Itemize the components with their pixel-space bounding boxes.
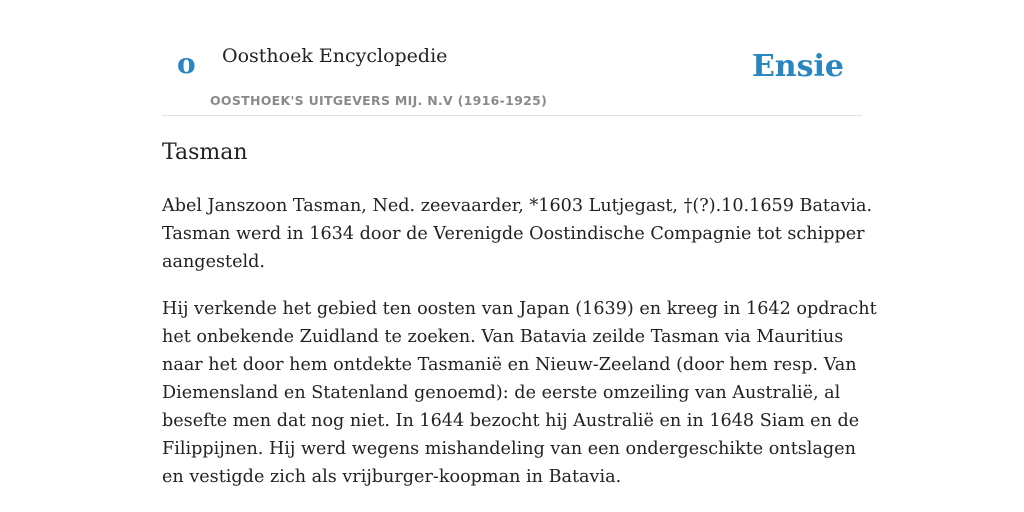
ensie-brand-link[interactable]: Ensie — [751, 49, 844, 84]
article-title: Tasman — [162, 140, 248, 165]
article-paragraph: Hij verkende het gebied ten oosten van Japan (1639) en kreeg in 1642 opdracht het onbekende Zuidland te zoeken. Van Batavia zeilde Tasman via Mauritius naar het door hem ontdekte Tasmanië en Nieuw-Zeeland (door hem resp. Van Diemensland en Statenland genoemd): de eerste omzeiling van Australië, al besefte men dat nog niet. In 1644 bezocht hij Australië en in 1648 Siam en de Filippijnen. Hij werd wegens mishandeling van een ondergeschikte ontslagen en vestigde zich als vrijburger-koopman in Batavia. — [162, 299, 877, 487]
content-container — [162, 0, 877, 487]
header — [162, 0, 862, 116]
article-body — [162, 192, 882, 510]
publication-logo[interactable]: o — [177, 47, 196, 80]
publisher-label: OOSTHOEK'S UITGEVERS MIJ. N.V (1916-1925) — [210, 93, 548, 108]
article-paragraph: Abel Janszoon Tasman, Ned. zeevaarder, *1603 Lutjegast, †(?).10.1659 Batavia. Tasman werd in 1634 door de Verenigde Oostindische Compagnie tot schipper aangesteld. — [162, 196, 873, 272]
publication-title[interactable]: Oosthoek Encyclopedie — [222, 45, 448, 67]
